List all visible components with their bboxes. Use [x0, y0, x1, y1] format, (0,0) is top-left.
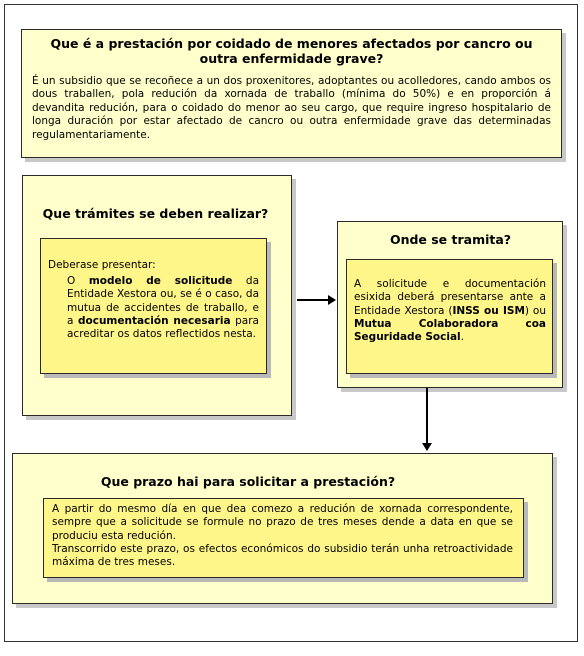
arrow-right-line: [297, 299, 328, 301]
procedures-text-3: para acreditar os datos reflectidos nesta.: [67, 314, 259, 341]
procedures-text-1: O: [67, 275, 89, 287]
where-title: Onde se tramita?: [389, 232, 512, 247]
procedures-text: [67, 275, 259, 341]
procedures-intro: Deberase presentar:: [48, 259, 156, 271]
where-text-3: .: [460, 331, 464, 344]
deadline-panel: [12, 453, 553, 604]
mutual-term: Mutua Colaboradora coa Seguridade Social: [354, 317, 546, 344]
deadline-text-2: Transcorrido este prazo, os efectos económicos do subsidio terán unha retroactividade máxima de tres meses.: [52, 543, 513, 569]
procedures-panel: [22, 175, 292, 416]
arrow-right-head: [328, 295, 336, 305]
where-box: [346, 259, 553, 374]
where-text-1: A solicitude e documentación esixida deberá presentarse ante a Entidade Xestora (: [354, 278, 546, 317]
definition-title: Que é a prestación por coidado de menores afectados por cancro ou outra enfermidade grave?: [50, 36, 533, 66]
definition-panel: [21, 29, 562, 158]
definition-text: É un subsidio que se recoñece a un dos proxenitores, adoptantes ou acolledores, cando ambos os dous traballen, pola redución da xornada de traballo (mínima do 50%) e en proporción á devandita redución, para o coidado do menor ao seu cargo, que require ingreso hospitalario de longa duración por estar afectado de cancro ou outra enfermidade grave das determinadas regulamentariamente.: [32, 75, 551, 141]
deadline-text-1: A partir do mesmo día en que dea comezo a redución de xornada correspondente, sempre que a solicitude se formule no prazo de tres meses dende a data en que se produciu esta redución.: [52, 503, 513, 542]
deadline-title: Que prazo hai para solicitar a prestación?: [100, 474, 396, 489]
arrow-down-head: [422, 443, 432, 451]
arrow-down-line: [426, 388, 428, 443]
procedures-title: Que trámites se deben realizar?: [42, 206, 269, 221]
where-text-2: ) ou: [524, 304, 547, 317]
deadline-box: [43, 498, 524, 578]
procedures-box: [40, 238, 267, 374]
procedures-text-2: da Entidade Xestora ou, se é o caso, da mutua de accidentes de traballo, e a: [67, 275, 260, 327]
required-documents-term: documentación necesaria: [77, 314, 231, 327]
request-form-term: modelo de solicitude: [88, 275, 233, 287]
managing-entity-term: INSS ou ISM: [452, 304, 525, 317]
where-text: [354, 278, 546, 344]
where-panel: [337, 221, 563, 388]
